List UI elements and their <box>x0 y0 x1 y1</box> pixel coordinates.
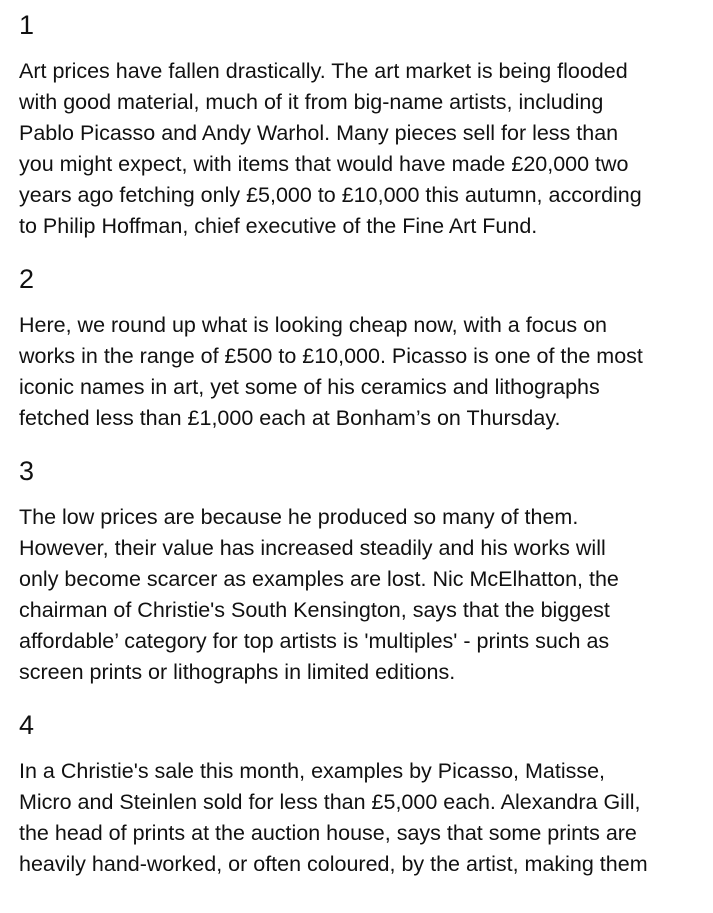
text-line: works in the range of £500 to £10,000. Picasso is one of the most <box>19 344 643 368</box>
text-line: Micro and Steinlen sold for less than £5,000 each. Alexandra Gill, <box>19 790 641 814</box>
text-line: you might expect, with items that would have made £20,000 two <box>19 152 629 176</box>
document-page <box>19 8 709 900</box>
section-paragraph <box>19 56 709 242</box>
text-line: the head of prints at the auction house, says that some prints are <box>19 821 637 845</box>
text-line: heavily hand-worked, or often coloured, by the artist, making them <box>19 852 648 876</box>
text-line: affordable’ category for top artists is 'multiples' - prints such as <box>19 629 610 653</box>
text-line: However, their value has increased steadily and his works will <box>19 536 606 560</box>
text-line: Here, we round up what is looking cheap now, with a focus on <box>19 313 608 337</box>
section-number: 4 <box>19 710 35 740</box>
text-line: with good material, much of it from big-name artists, including <box>19 90 604 114</box>
section-number: 1 <box>19 10 35 40</box>
text-line: to Philip Hoffman, chief executive of the Fine Art Fund. <box>19 214 538 238</box>
section-4 <box>19 708 709 880</box>
text-line: only become scarcer as examples are lost. Nic McElhatton, the <box>19 567 619 591</box>
section-1 <box>19 8 709 242</box>
section-paragraph <box>19 756 709 880</box>
text-line: years ago fetching only £5,000 to £10,000 this autumn, according <box>19 183 642 207</box>
text-line: fetched less than £1,000 each at Bonham’s on Thursday. <box>19 406 561 430</box>
section-paragraph <box>19 310 709 434</box>
section-number: 3 <box>19 456 35 486</box>
text-line: Pablo Picasso and Andy Warhol. Many pieces sell for less than <box>19 121 619 145</box>
text-line: iconic names in art, yet some of his ceramics and lithographs <box>19 375 600 399</box>
section-2 <box>19 262 709 434</box>
section-paragraph <box>19 502 709 688</box>
section-3 <box>19 454 709 688</box>
text-line: In a Christie's sale this month, examples by Picasso, Matisse, <box>19 759 606 783</box>
section-number: 2 <box>19 264 35 294</box>
text-line: Art prices have fallen drastically. The art market is being flooded <box>19 59 628 83</box>
text-line: screen prints or lithographs in limited editions. <box>19 660 456 684</box>
text-line: chairman of Christie's South Kensington, says that the biggest <box>19 598 610 622</box>
text-line: The low prices are because he produced so many of them. <box>19 505 579 529</box>
